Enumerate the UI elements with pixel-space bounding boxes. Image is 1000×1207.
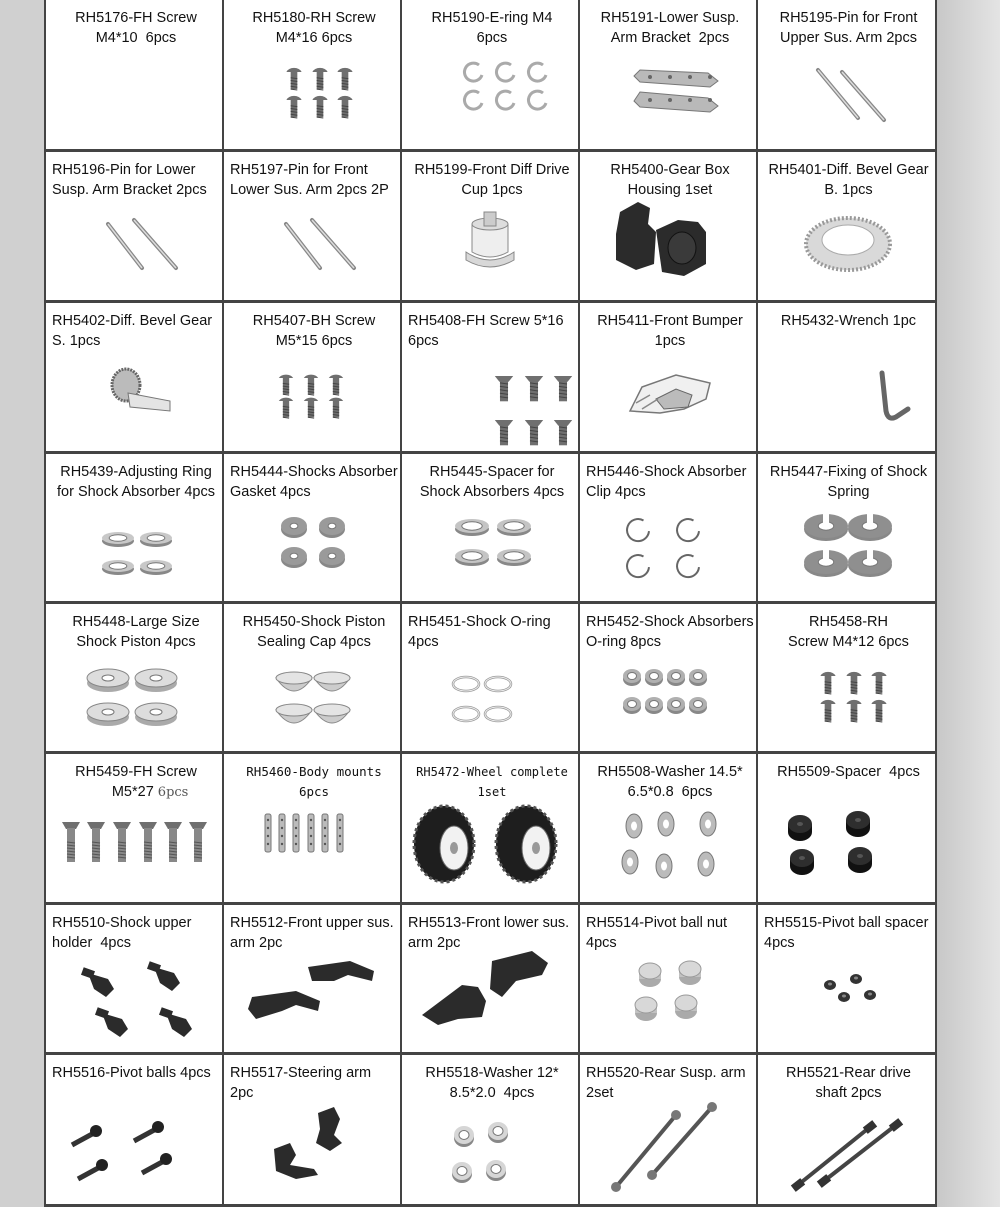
part-label: RH5515-Pivot ball spacer 4pcs: [764, 915, 929, 951]
part-label: RH5450-Shock Piston Sealing Cap 4pcs: [242, 614, 386, 650]
part-label: RH5513-Front lower sus. arm 2pc: [408, 915, 570, 951]
part-cell-rh5447: [758, 454, 935, 604]
part-cell-rh5448: [46, 604, 224, 754]
part-cell-rh5407: [224, 303, 402, 454]
part-cell-rh5450: [224, 604, 402, 754]
part-cell-rh5411: [580, 303, 758, 454]
part-label: RH5408-FH Screw 5*16 6pcs: [408, 313, 564, 349]
part-label: RH5439-Adjusting Ring for Shock Absorber 4pcs: [57, 464, 215, 500]
part-label: RH5451-Shock O-ring 4pcs: [408, 614, 551, 650]
part-label: RH5458-RH Screw M4*12 6pcs: [788, 614, 909, 650]
part-cell-rh5402: [46, 303, 224, 454]
part-label: RH5407-BH Screw M5*15 6pcs: [252, 313, 376, 349]
part-cell-rh5197: [224, 152, 402, 303]
part-label: RH5191-Lower Susp. Arm Bracket 2pcs: [600, 10, 740, 46]
part-label: RH5516-Pivot balls 4pcs: [52, 1065, 211, 1081]
part-label: RH5190-E-ring M4 6pcs: [431, 10, 553, 46]
part-cell-rh5508: [580, 754, 758, 905]
part-label: RH5517-Steering arm 2pc: [230, 1065, 376, 1101]
right-margin: [937, 0, 1000, 1207]
part-label: RH5520-Rear Susp. arm 2set: [586, 1065, 746, 1101]
part-label: RH5432-Wrench 1pc: [780, 313, 917, 329]
part-label: RH5402-Diff. Bevel Gear S. 1pcs: [52, 313, 213, 349]
part-label: RH5199-Front Diff Drive Cup 1pcs: [414, 162, 570, 198]
part-label: RH5401-Diff. Bevel Gear B. 1pcs: [768, 162, 929, 198]
part-cell-rh5401: [758, 152, 935, 303]
part-cell-rh5452: [580, 604, 758, 754]
parts-grid: [44, 0, 937, 1207]
part-cell-rh5520: [580, 1055, 758, 1207]
part-label: RH5459-FH Screw M5*27 6pcs: [75, 764, 197, 800]
part-cell-rh5513: [402, 905, 580, 1055]
part-cell-rh5451: [402, 604, 580, 754]
part-label: RH5521-Rear drive shaft 2pcs: [786, 1065, 911, 1101]
part-cell-rh5195: [758, 0, 935, 152]
part-cell-rh5191: [580, 0, 758, 152]
part-cell-rh5472: [402, 754, 580, 905]
part-cell-rh5176: [46, 0, 224, 152]
part-cell-rh5439: [46, 454, 224, 604]
part-label: RH5512-Front upper sus. arm 2pc: [230, 915, 394, 951]
part-cell-rh5190: [402, 0, 580, 152]
part-quantity: 6pcs: [157, 785, 189, 800]
part-cell-rh5512: [224, 905, 402, 1055]
part-label: RH5180-RH Screw M4*16 6pcs: [252, 10, 376, 46]
part-label: RH5444-Shocks Absorber Gasket 4pcs: [230, 464, 398, 500]
part-cell-rh5509: [758, 754, 935, 905]
part-cell-rh5432: [758, 303, 935, 454]
part-cell-rh5196: [46, 152, 224, 303]
part-label: RH5448-Large Size Shock Piston 4pcs: [72, 614, 200, 650]
part-label: RH5452-Shock Absorbers O-ring 8pcs: [586, 614, 754, 650]
part-label: RH5514-Pivot ball nut 4pcs: [586, 915, 728, 951]
part-cell-rh5199: [402, 152, 580, 303]
part-cell-rh5460: [224, 754, 402, 905]
part-cell-rh5444: [224, 454, 402, 604]
part-cell-rh5180: [224, 0, 402, 152]
part-label: RH5460-Body mounts 6pcs: [246, 764, 382, 799]
part-label: RH5197-Pin for Front Lower Sus. Arm 2pcs 2P: [230, 162, 389, 198]
part-label: RH5195-Pin for Front Upper Sus. Arm 2pcs: [779, 10, 918, 46]
part-cell-rh5446: [580, 454, 758, 604]
part-cell-rh5445: [402, 454, 580, 604]
part-cell-rh5459: [46, 754, 224, 905]
part-label: RH5508-Washer 14.5* 6.5*0.8 6pcs: [597, 764, 743, 800]
part-label: RH5472-Wheel complete 1set: [416, 765, 568, 799]
part-cell-rh5514: [580, 905, 758, 1055]
part-cell-rh5521: [758, 1055, 935, 1207]
part-label: RH5446-Shock Absorber Clip 4pcs: [586, 464, 747, 500]
part-cell-rh5518: [402, 1055, 580, 1207]
part-cell-rh5515: [758, 905, 935, 1055]
part-label: RH5518-Washer 12* 8.5*2.0 4pcs: [425, 1065, 559, 1101]
part-cell-rh5510: [46, 905, 224, 1055]
part-cell-rh5400: [580, 152, 758, 303]
part-label: RH5509-Spacer 4pcs: [777, 764, 920, 780]
part-label: RH5400-Gear Box Housing 1set: [610, 162, 730, 198]
part-label: RH5510-Shock upper holder 4pcs: [52, 915, 192, 951]
part-label: RH5196-Pin for Lower Susp. Arm Bracket 2pcs: [52, 162, 207, 198]
part-cell-rh5517: [224, 1055, 402, 1207]
part-cell-rh5516: [46, 1055, 224, 1207]
part-label: RH5411-Front Bumper 1pcs: [597, 313, 743, 349]
part-cell-rh5408: [402, 303, 580, 454]
part-label: RH5176-FH Screw M4*10 6pcs: [75, 10, 197, 46]
part-label: RH5447-Fixing of Shock Spring: [769, 464, 928, 500]
part-label: RH5445-Spacer for Shock Absorbers 4pcs: [419, 464, 565, 500]
part-cell-rh5458: [758, 604, 935, 754]
